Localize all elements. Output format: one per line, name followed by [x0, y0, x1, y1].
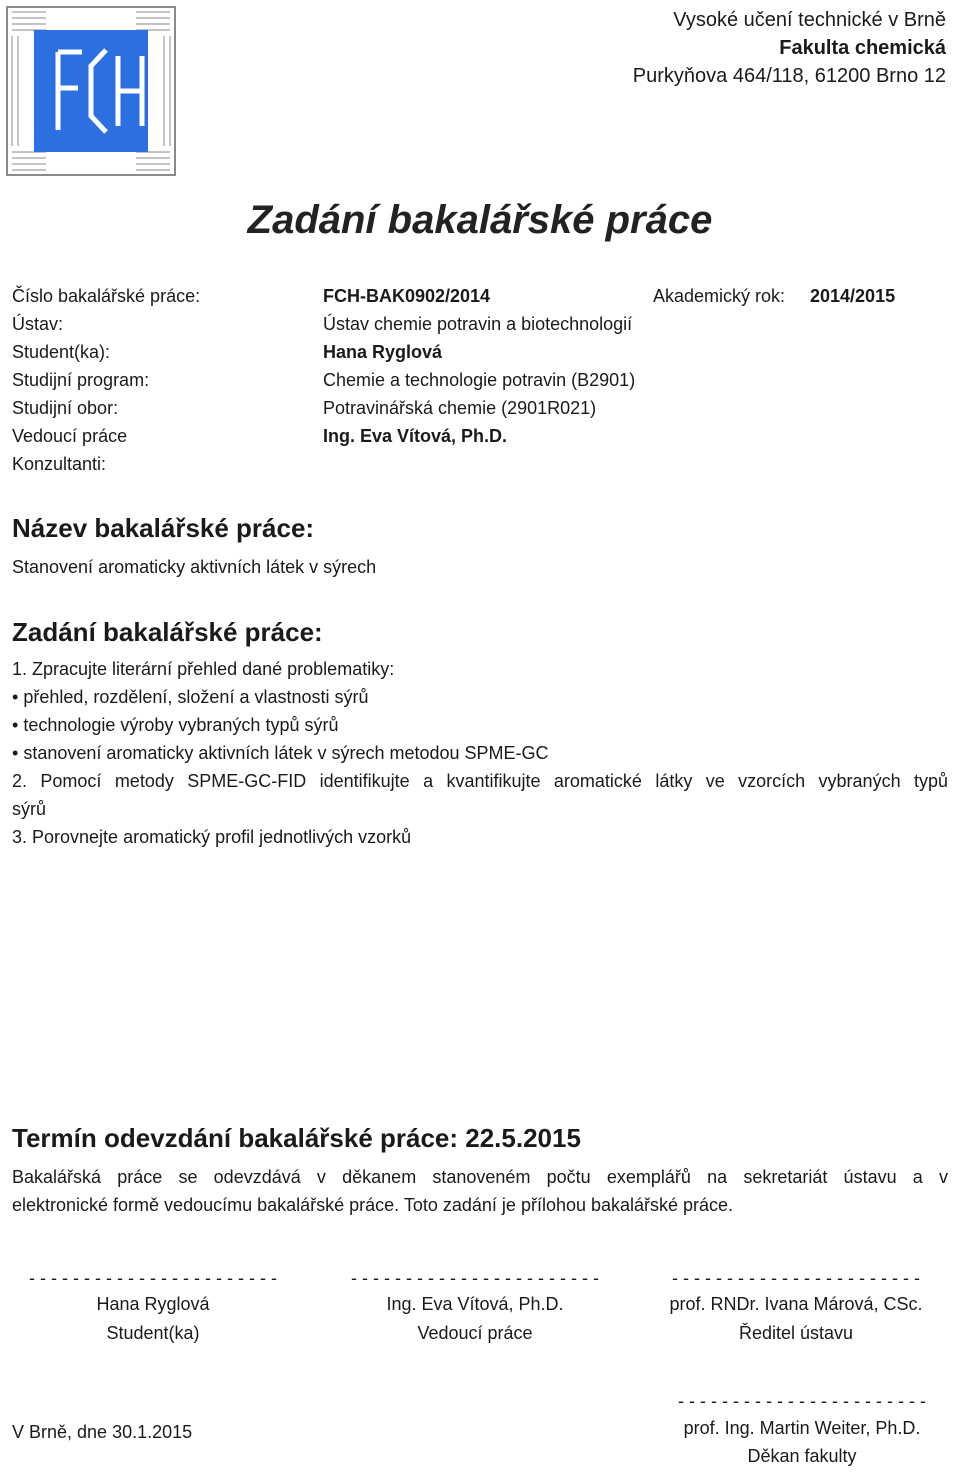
assignment-heading: Zadání bakalářské práce:: [12, 617, 323, 647]
faculty-name: Fakulta chemická: [779, 37, 946, 59]
assignment-bullet: • přehled, rozdělení, složení a vlastnosti sýrů: [12, 687, 369, 707]
deadline-text-line-1: Bakalářská práce se odevzdává v děkanem stanoveném počtu exemplářů na sekretariát ústavu a v: [12, 1167, 948, 1187]
page-title: Zadání bakalářské práce: [247, 198, 713, 242]
deadline-heading: Termín odevzdání bakalářské práce: 22.5.2015: [12, 1123, 581, 1153]
student-value: Hana Ryglová: [323, 342, 443, 362]
faculty-address: Purkyňova 464/118, 61200 Brno 12: [632, 65, 946, 87]
place-date: V Brně, dne 30.1.2015: [12, 1422, 193, 1442]
assignment-item-2-continued: sýrů: [12, 799, 47, 819]
signature-line-head: - - - - - - - - - - - - - - - - - - - - - - -: [672, 1268, 920, 1288]
dean-signature-name: prof. Ing. Martin Weiter, Ph.D.: [683, 1418, 921, 1438]
student-signature-role: Student(ka): [106, 1323, 200, 1343]
institute-value: Ústav chemie potravin a biotechnologií: [323, 314, 633, 334]
supervisor-signature-name: Ing. Eva Vítová, Ph.D.: [386, 1294, 564, 1314]
field-label: Studijní obor:: [12, 398, 119, 418]
thesis-number-label: Číslo bakalářské práce:: [12, 286, 201, 306]
signature-line-dean: - - - - - - - - - - - - - - - - - - - - - - -: [678, 1391, 926, 1411]
assignment-bullet: • stanovení aromaticky aktivních látek v sýrech metodou SPME-GC: [12, 743, 549, 763]
assignment-item-2: 2. Pomocí metody SPME-GC-FID identifikujte a kvantifikujte aromatické látky ve vzorcích vybraných typů: [12, 771, 948, 791]
signature-line-student: - - - - - - - - - - - - - - - - - - - - - - -: [29, 1268, 277, 1288]
academic-year-label: Akademický rok:: [653, 286, 786, 306]
head-signature-name: prof. RNDr. Ivana Márová, CSc.: [669, 1294, 923, 1314]
thesis-name-text: Stanovení aromaticky aktivních látek v sýrech: [12, 557, 377, 577]
student-label: Student(ka):: [12, 342, 111, 362]
head-signature-role: Ředitel ústavu: [738, 1323, 854, 1343]
university-name: Vysoké učení technické v Brně: [673, 9, 946, 31]
thesis-name-heading: Název bakalářské práce:: [12, 513, 315, 543]
program-value: Chemie a technologie potravin (B2901): [323, 370, 636, 390]
supervisor-label: Vedoucí práce: [12, 426, 128, 446]
supervisor-value: Ing. Eva Vítová, Ph.D.: [323, 426, 508, 446]
assignment-bullet-text: technologie výroby vybraných typů sýrů: [23, 715, 339, 735]
academic-year-value: 2014/2015: [810, 286, 896, 306]
assignment-bullet-text: přehled, rozdělení, složení a vlastnosti sýrů: [23, 687, 369, 707]
assignment-item-3: 3. Porovnejte aromatický profil jednotlivých vzorků: [12, 827, 412, 847]
faculty-logo: [6, 6, 176, 176]
assignment-item-1: 1. Zpracujte literární přehled dané problematiky:: [12, 659, 395, 679]
deadline-text-line-2: elektronické formě vedoucímu bakalářské práce. Toto zadání je přílohou bakalářské práce.: [12, 1195, 734, 1215]
signature-line-supervisor: - - - - - - - - - - - - - - - - - - - - - - -: [351, 1268, 599, 1288]
institute-label: Ústav:: [12, 314, 64, 334]
dean-signature-role: Děkan fakulty: [747, 1446, 857, 1466]
program-label: Studijní program:: [12, 370, 150, 390]
assignment-bullet-text: stanovení aromaticky aktivních látek v sýrech metodou SPME-GC: [23, 743, 549, 763]
supervisor-signature-role: Vedoucí práce: [417, 1323, 533, 1343]
field-value: Potravinářská chemie (2901R021): [323, 398, 597, 418]
consultants-label: Konzultanti:: [12, 454, 107, 474]
student-signature-name: Hana Ryglová: [96, 1294, 210, 1314]
assignment-bullet: • technologie výroby vybraných typů sýrů: [12, 715, 339, 735]
thesis-number-value: FCH-BAK0902/2014: [323, 286, 491, 306]
